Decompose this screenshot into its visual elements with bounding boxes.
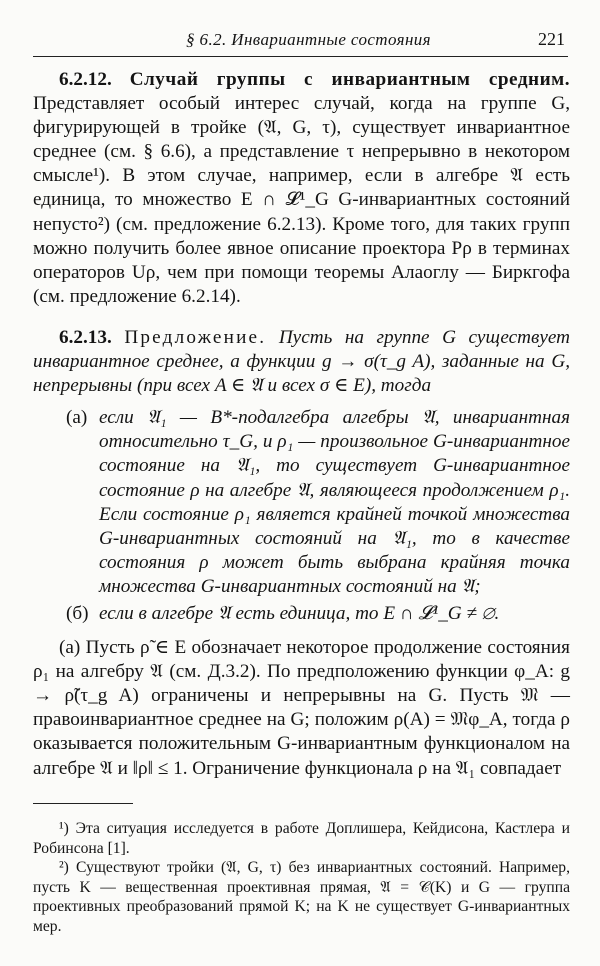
item-marker: (а) (66, 407, 88, 429)
item-text: если 𝔄₁ — B*-подалгебра алгебры 𝔄, инвариантная относительно τ_G, и ρ₁ — произвольное G-инвариантное состояние на 𝔄₁, то существует G-инвариантное состояние ρ на алгебре 𝔄, являющееся продолжением ρ₁. Если состояние ρ₁ является крайней точкой множества G-инвариантных состояний на 𝔄₁, то в качестве состояния ρ может быть выбрана крайняя точка множества G-инвариантных состояний на 𝔄; (99, 407, 570, 597)
footnote-1: ¹) Эта ситуация исследуется в работе Доплишера, Кейдисона, Кастлера и Робинсона [1]. (33, 820, 570, 857)
proof-text: (а) Пусть ρ̃ ∈ E обозначает некоторое продолжение состояния ρ₁ на алгебру 𝔄 (см. Д.3.2). По предположению функции φ_A: g → ρ̃(τ_g A) ограничены и непрерывны на G. Пусть 𝔐 — правоинвариантное среднее на G; положим ρ(A) = 𝔐φ_A, тогда ρ оказывается положительным G-инвариантным функционалом на алгебре 𝔄 и ‖ρ‖ ≤ 1. Ограничение функционала ρ на 𝔄₁ совпадает (33, 637, 570, 779)
proposition-number: 6.2.13. (59, 326, 112, 348)
section-body: Представляет особый интерес случай, когда на группе G, фигурирующей в тройке (𝔄, G, τ), существует инвариантное среднее (см. § 6.6), а представление τ непрерывно в некотором смысле¹). В этом случае, например, если в алгебре 𝔄 есть единица, то множество E ∩ 𝓛¹_G G-инвариантных состояний непусто²) (см. предложение 6.2.13). Кроме того, для таких групп можно получить более явное описание проектора Pρ в терминах операторов Uρ, чем при помощи теоремы Алаоглу — Биркгофа (см. предложение 6.2.14). (33, 93, 570, 307)
proposition-statement: Пусть на группе G существует инвариантное среднее, а функции g → σ(τ_g A), заданные на G, непрерывны (при всех A ∈ 𝔄 и всех σ ∈ E), тогда (33, 326, 571, 397)
running-title: § 6.2. Инвариантные состояния (186, 30, 431, 49)
item-text: если в алгебре 𝔄 есть единица, то E ∩ 𝓛¹_G ≠ ∅. (99, 602, 500, 624)
proposition-item-b (66, 602, 570, 626)
footnote-divider (33, 803, 133, 804)
item-marker: (б) (66, 602, 89, 624)
page-number: 221 (538, 29, 565, 49)
proposition-6-2-13 (33, 326, 570, 398)
section-number: 6.2.12. (59, 69, 112, 90)
footnotes (33, 819, 570, 936)
section-title: Случай группы с инвариантным средним. (129, 69, 570, 90)
footnote-2: ²) Существуют тройки (𝔄, G, τ) без инвариантных состояний. Например, пусть K — вещественная проективная прямая, 𝔄 = 𝒞(K) и G — группа проективных преобразований прямой K; на K не существует G-инвариантных мер. (33, 859, 570, 935)
section-6-2-12 (33, 68, 570, 309)
proposition-label: Предложение. (124, 326, 267, 348)
proposition-item-a (66, 406, 570, 599)
main-text (33, 68, 570, 781)
page-header (33, 26, 568, 57)
